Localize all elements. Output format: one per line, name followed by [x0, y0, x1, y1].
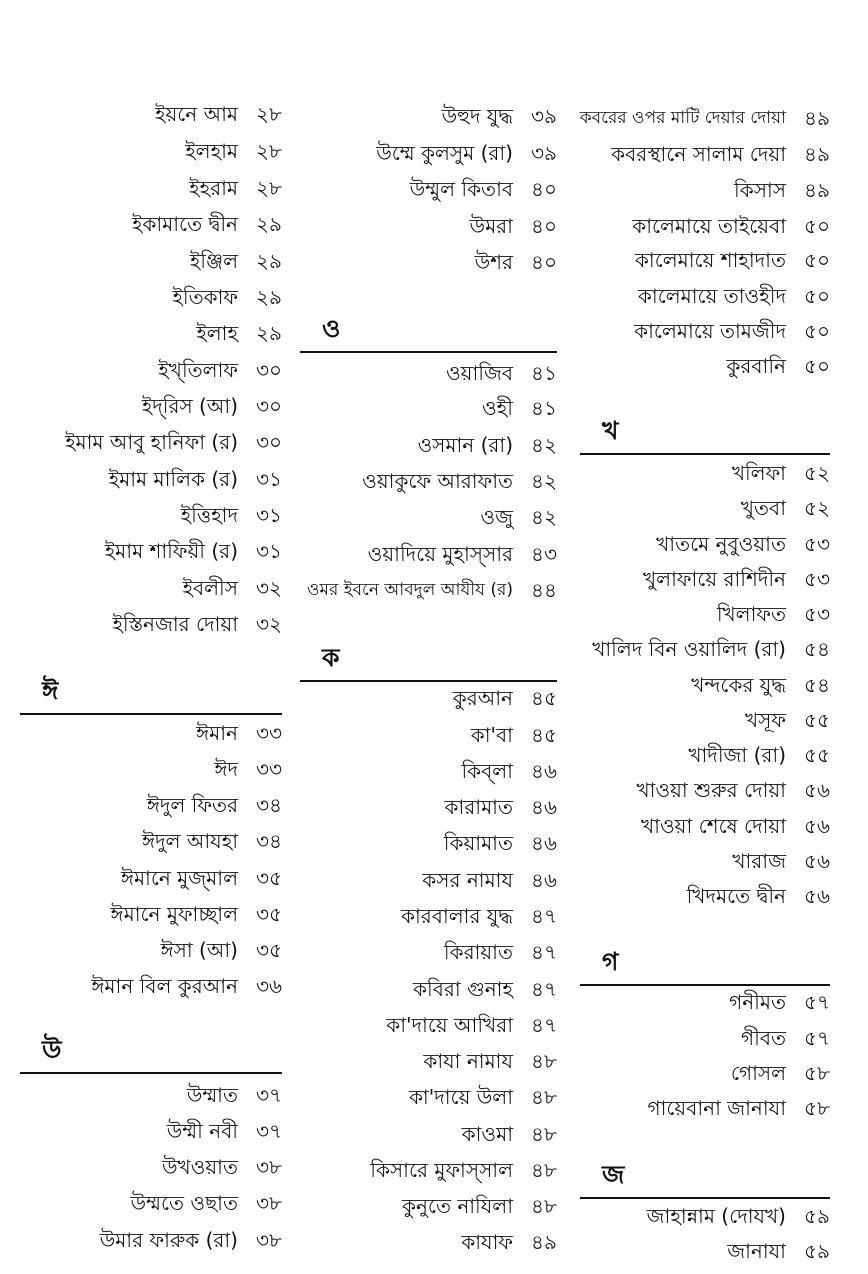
entry-page: ৪৮: [531, 1158, 557, 1182]
entry-page: ৪৯: [804, 106, 830, 130]
index-entry: [386, 1007, 557, 1043]
section-letter: উ: [42, 1035, 62, 1064]
entry-page: ৩১: [256, 503, 282, 527]
entry-page: ৫৬: [804, 778, 830, 802]
entry-page: ৪০: [531, 250, 557, 274]
entry-term: ওয়াকুফে আরাফাত: [362, 469, 513, 493]
entry-term: উম্মাত: [186, 1083, 238, 1107]
entry-term: জানাযা: [727, 1239, 786, 1263]
index-entry: [121, 860, 282, 896]
entry-page: ৫০: [804, 319, 830, 343]
index-entry: [155, 96, 282, 132]
entry-term: উমার ফারুক (রা): [99, 1228, 238, 1252]
entry-term: খিলাফত: [716, 602, 786, 626]
entry-term: কা'দায়ে আখিরা: [386, 1013, 513, 1037]
entry-page: ২৯: [256, 249, 282, 273]
entry-term: ওমর ইবনে আবদুল আযীয (র): [307, 580, 513, 600]
entry-term: কুরআন: [452, 686, 513, 710]
index-entry: [401, 898, 557, 934]
entry-term: ঈদুল আযহা: [142, 829, 238, 853]
entry-page: ৫৭: [804, 990, 830, 1014]
entry-term: কা'বা: [470, 723, 513, 747]
entry-page: ৪৬: [531, 795, 557, 819]
entry-term: ইমাম শাফিয়ী (র): [104, 539, 238, 563]
section-letter: ও: [322, 314, 341, 343]
entry-term: ইহরাম: [189, 176, 238, 200]
entry-page: ৪৯: [804, 142, 830, 166]
index-entry: [734, 172, 830, 208]
entry-term: উশর: [474, 250, 513, 274]
entry-page: ৫২: [804, 496, 830, 520]
entry-term: কালেমায়ে তামজীদ: [634, 319, 786, 343]
index-entry: [413, 971, 557, 1007]
index-entry: [109, 461, 282, 497]
entry-page: ৪০: [531, 214, 557, 238]
index-entry: [187, 1077, 282, 1113]
entry-page: ৫০: [804, 248, 830, 272]
entry-term: ঈমান বিল কুরআন: [91, 974, 238, 998]
entry-page: ৪৭: [531, 940, 557, 964]
entry-term: খন্দকের যুদ্ধ: [691, 673, 786, 697]
entry-page: ৫০: [804, 354, 830, 378]
entry-term: খালিদ বিন ওয়ালিদ (রা): [592, 637, 786, 661]
entry-page: ৪২: [531, 433, 557, 457]
index-entry: [729, 984, 830, 1020]
entry-term: উম্মী নবী: [166, 1119, 238, 1143]
entry-page: ৫৩: [804, 532, 830, 556]
entry-term: কবরের ওপর মাটি দেয়ার দোয়া: [579, 108, 786, 128]
entry-page: ৪৫: [531, 686, 557, 710]
index-entry: [580, 100, 830, 136]
entry-term: কাযাফ: [461, 1230, 513, 1254]
entry-term: খলিফা: [731, 461, 786, 485]
index-entry: [410, 171, 557, 207]
entry-term: গীবত: [741, 1026, 786, 1050]
entry-term: গনীমত: [729, 990, 786, 1014]
entry-page: ৫৩: [804, 567, 830, 591]
entry-page: ৩৭: [255, 1083, 282, 1107]
index-entry: [214, 751, 282, 787]
entry-page: ৪৫: [531, 723, 557, 747]
entry-term: কালেমায়ে শাহাদাত: [634, 248, 786, 272]
index-entry: [647, 1090, 830, 1126]
entry-term: কারবালার যুদ্ধ: [401, 904, 513, 928]
entry-term: গায়েবানা জানাযা: [647, 1096, 786, 1120]
index-entry: [717, 596, 830, 632]
entry-term: কিব্‌লা: [461, 759, 513, 783]
index-entry: [731, 1055, 830, 1091]
index-entry: [131, 1185, 282, 1221]
entry-page: ৩৭: [255, 1119, 282, 1143]
index-entry: [726, 348, 830, 384]
index-entry: [189, 170, 282, 206]
index-entry: [402, 1188, 557, 1224]
entry-term: খাদীজা (রা): [688, 743, 786, 767]
index-entry: [105, 533, 282, 569]
index-entry: [190, 243, 282, 279]
entry-page: ২৯: [256, 285, 282, 309]
entry-term: ওসমান (রা): [417, 433, 513, 457]
entry-term: ইলাহ: [196, 321, 238, 345]
index-entry: [162, 1149, 282, 1185]
entry-page: ৫২: [804, 461, 830, 485]
index-entry: [482, 390, 557, 426]
entry-page: ৩১: [256, 467, 282, 491]
entry-page: ৪৮: [531, 1194, 557, 1218]
entry-page: ৫৬: [804, 849, 830, 873]
index-entry: [453, 680, 557, 716]
entry-term: কসর নামায: [422, 868, 513, 892]
section-letter: ঈ: [42, 676, 59, 705]
entry-page: ৩৯: [531, 104, 557, 128]
entry-term: ওজু: [480, 505, 513, 529]
index-entry: [423, 1043, 557, 1079]
entry-term: কিয়ামাত: [443, 831, 513, 855]
entry-page: ৩৪: [256, 793, 282, 817]
index-entry: [592, 631, 830, 667]
entry-page: ৪৯: [531, 1230, 557, 1254]
index-entry: [161, 932, 282, 968]
entry-term: কিসাস: [734, 178, 786, 202]
entry-page: ৫৪: [804, 637, 830, 661]
entry-term: ঈমান: [196, 721, 238, 745]
index-entry: [142, 388, 282, 424]
entry-page: ৫০: [804, 214, 830, 238]
section-letter: খ: [602, 416, 619, 445]
index-entry: [417, 427, 557, 463]
entry-term: ইয়নে আম: [155, 102, 238, 126]
entry-page: ৩০: [255, 394, 282, 418]
index-entry: [471, 717, 557, 753]
index-entry: [687, 878, 830, 914]
entry-term: ইস্তিনজার দোয়া: [112, 612, 238, 636]
entry-page: ৫০: [804, 284, 830, 308]
index-entry: [732, 455, 830, 491]
index-entry: [183, 570, 282, 606]
index-entry: [147, 787, 282, 823]
entry-page: ৩৯: [531, 141, 557, 165]
entry-term: ইকামাতে দ্বীন: [131, 212, 238, 236]
entry-term: খাওয়া শুরুর দোয়া: [636, 778, 786, 802]
entry-term: উম্মতে ওছাত: [130, 1191, 238, 1215]
entry-page: ৩৫: [256, 938, 282, 962]
entry-term: কুরবানি: [726, 354, 786, 378]
index-entry: [647, 1198, 830, 1234]
entry-term: কা'দায়ে উলা: [408, 1085, 513, 1109]
entry-page: ৪০: [531, 177, 557, 201]
entry-page: ৪৬: [531, 831, 557, 855]
index-entry: [376, 135, 557, 171]
index-entry: [727, 1233, 830, 1269]
entry-page: ৩৮: [256, 1228, 282, 1252]
index-entry: [362, 463, 557, 499]
index-entry: [132, 206, 282, 242]
entry-term: কালেমায়ে তাইয়েবা: [632, 214, 786, 238]
entry-page: ৫৮: [804, 1096, 830, 1120]
index-entry: [113, 606, 283, 642]
index-entry: [461, 753, 557, 789]
entry-term: খিদমতে দ্বীন: [686, 884, 786, 908]
section-rule: [300, 351, 557, 353]
entry-term: ইবলীস: [182, 576, 238, 600]
index-entry: [638, 278, 830, 314]
index-entry: [196, 715, 282, 751]
entry-page: ৫৬: [804, 814, 830, 838]
index-entry: [442, 98, 557, 134]
index-entry: [444, 789, 557, 825]
index-entry: [461, 1224, 557, 1260]
entry-page: ৩১: [256, 539, 282, 563]
entry-page: ৩৫: [256, 866, 282, 890]
entry-page: ৪১: [531, 396, 557, 420]
entry-term: কিসারে মুফাস্‌সাল: [370, 1158, 513, 1182]
section-letter: জ: [602, 1160, 625, 1189]
entry-term: ওয়াদিয়ে মুহাস্‌সার: [367, 542, 513, 566]
index-entry: [444, 934, 557, 970]
entry-page: ৪৮: [531, 1122, 557, 1146]
entry-page: ৪২: [531, 505, 557, 529]
entry-page: ২৮: [256, 176, 282, 200]
index-entry: [368, 536, 557, 572]
index-entry: [91, 968, 282, 1004]
entry-page: ৫৮: [804, 1061, 830, 1085]
index-entry: [167, 1113, 282, 1149]
entry-page: ৪২: [531, 469, 557, 493]
entry-term: কবিরা গুনাহ: [413, 977, 513, 1001]
entry-term: উখওয়াত: [161, 1155, 238, 1179]
entry-term: ইলহাম: [185, 139, 238, 163]
entry-page: ৩৫: [256, 902, 282, 926]
index-entry: [745, 702, 830, 738]
index-entry: [656, 526, 830, 562]
entry-page: ৪৪: [531, 578, 557, 602]
entry-page: ২৮: [256, 102, 282, 126]
index-entry: [462, 1116, 557, 1152]
entry-term: ঈসা (আ): [160, 938, 238, 962]
entry-page: ২৮: [256, 139, 282, 163]
entry-page: ৪৯: [804, 178, 830, 202]
index-entry: [444, 825, 557, 861]
index-entry: [643, 561, 830, 597]
entry-page: ৩৩: [255, 721, 282, 745]
entry-term: ঈমানে মুফাচ্ছাল: [110, 902, 238, 926]
index-entry: [632, 208, 830, 244]
entry-term: কালেমায়ে তাওহীদ: [637, 284, 786, 308]
entry-page: ৪৮: [531, 1049, 557, 1073]
index-entry: [422, 862, 557, 898]
entry-page: ৪১: [531, 361, 557, 385]
entry-page: ৪৭: [531, 1013, 557, 1037]
entry-term: উহুদ যুদ্ধ: [441, 104, 513, 128]
entry-page: ৪৬: [531, 868, 557, 892]
index-entry: [470, 208, 558, 244]
section-letter: গ: [602, 947, 619, 976]
index-entry: [636, 772, 830, 808]
entry-term: ইমাম আবু হানিফা (র): [65, 430, 238, 454]
entry-term: খসূফ: [745, 708, 786, 732]
entry-term: কিরায়াত: [443, 940, 513, 964]
entry-page: ৩২: [255, 612, 282, 636]
entry-term: ঈদ: [214, 757, 238, 781]
entry-page: ৫৫: [804, 708, 830, 732]
index-entry: [741, 1020, 830, 1056]
entry-page: ৪৭: [531, 904, 557, 928]
entry-term: খুলাফায়ে রাশিদীন: [643, 567, 786, 591]
entry-page: ৫৫: [804, 743, 830, 767]
entry-page: ৫৯: [804, 1239, 830, 1263]
entry-term: উমরা: [469, 214, 513, 238]
entry-term: কাওমা: [461, 1122, 513, 1146]
index-entry: [158, 352, 282, 388]
entry-page: ৩০: [255, 358, 282, 382]
index-entry: [196, 315, 282, 351]
entry-term: ওহী: [482, 396, 513, 420]
entry-page: ৩৩: [255, 757, 282, 781]
entry-term: কুনুতে নাযিলা: [401, 1194, 513, 1218]
index-entry: [185, 133, 282, 169]
entry-term: ওয়াজিব: [445, 361, 513, 385]
entry-page: ৫৪: [804, 673, 830, 697]
entry-term: খারাজ: [732, 849, 786, 873]
entry-term: ঈদুল ফিতর: [146, 793, 238, 817]
entry-page: ৩৬: [255, 974, 282, 998]
index-entry: [181, 497, 282, 533]
entry-term: ইত্তিহাদ: [180, 503, 238, 527]
entry-page: ৫৩: [804, 602, 830, 626]
entry-term: কাযা নামায: [423, 1049, 513, 1073]
index-entry: [480, 499, 557, 535]
index-entry: [370, 1152, 557, 1188]
index-entry: [111, 896, 282, 932]
entry-term: জাহান্নাম (দোযখ): [646, 1204, 786, 1228]
index-entry: [688, 737, 830, 773]
entry-page: ৩৪: [256, 829, 282, 853]
entry-term: ইমাম মালিক (র): [108, 467, 238, 491]
index-entry: [475, 244, 557, 280]
entry-page: ৫৬: [804, 884, 830, 908]
entry-term: উম্মে কুলসুম (রা): [376, 141, 513, 165]
entry-term: উম্মুল কিতাব: [409, 177, 513, 201]
entry-page: ৫৯: [804, 1204, 830, 1228]
entry-term: খাতমে নুবুওয়াত: [656, 532, 786, 556]
entry-page: ৪৩: [531, 542, 557, 566]
index-entry: [409, 1079, 557, 1115]
index-entry: [65, 424, 282, 460]
entry-term: কারামাত: [444, 795, 513, 819]
entry-term: গোসল: [730, 1061, 786, 1085]
section-rule: [20, 1072, 282, 1074]
index-entry: [172, 279, 282, 315]
entry-term: ইদ্‌রিস (আ): [141, 394, 238, 418]
entry-page: ৩২: [255, 576, 282, 600]
index-entry: [641, 808, 830, 844]
index-entry: [142, 823, 282, 859]
entry-term: খাওয়া শেষে দোয়া: [641, 814, 786, 838]
entry-page: ৩০: [255, 430, 282, 454]
entry-term: ইতিকাফ: [172, 285, 238, 309]
index-entry: [634, 313, 830, 349]
entry-page: ৪৭: [531, 977, 557, 1001]
entry-term: ইঞ্জিল: [189, 249, 238, 273]
entry-page: ৫৭: [804, 1026, 830, 1050]
index-entry: [307, 572, 557, 608]
index-entry: [635, 242, 830, 278]
index-entry: [100, 1222, 282, 1258]
index-entry: [691, 667, 830, 703]
index-entry: [732, 843, 830, 879]
index-entry: [611, 136, 830, 172]
entry-page: ৩৮: [256, 1155, 282, 1179]
entry-term: কবরস্থানে সালাম দেয়া: [611, 142, 786, 166]
entry-page: ৪৮: [531, 1085, 557, 1109]
entry-page: ২৯: [256, 212, 282, 236]
entry-term: খুতবা: [740, 496, 786, 520]
entry-term: ইখ্‌তিলাফ: [158, 358, 238, 382]
index-entry: [446, 355, 557, 391]
entry-page: ৩৮: [256, 1191, 282, 1215]
section-letter: ক: [322, 643, 340, 672]
entry-page: ২৯: [256, 321, 282, 345]
entry-page: ৪৬: [531, 759, 557, 783]
index-entry: [741, 490, 830, 526]
entry-term: ঈমানে মুজ্‌মাল: [120, 866, 238, 890]
